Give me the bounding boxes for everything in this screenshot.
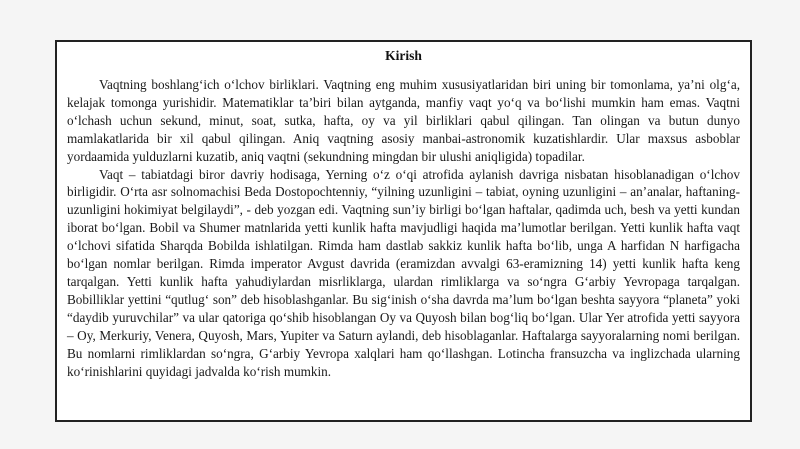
- document-frame: [55, 40, 752, 422]
- document-title: Kirish: [385, 48, 422, 63]
- paragraph-2: Vaqt – tabiatdagi biror davriy hodisaga, Yerning o‘z o‘qi atrofida aylanish davriga nisbatan hisoblanadigan o‘lchov birligidir. O‘rta asr solnomachisi Beda Dostopochtenniy, “yilning uzunligini – tabiat, oyning uzunligini – an’analar, haftaning-uzunligini hokimiyat belgilaydi”, - deb yozgan edi. Vaqtning sun’iy birligi bo‘lgan haftalar, qadimda uch, besh va yetti kundan iborat bo‘lgan. Bobil va Shumer matnlarida yetti kunlik hafta mavjudligi haqida ma’lumotlar berilgan. Yetti kunlik hafta vaqt o‘lchovi sifatida Sharqda Bobilda ishlatilgan. Rimda ham dastlab sakkiz kunlik hafta bo‘lib, unga A harfidan N harfigacha bo‘lgan nomlar berilgan. Rimda imperator Avgust davrida (eramizdan avvalgi 63-eramizning 14) yetti kunlik hafta keng tarqalgan. Yetti kunlik hafta yahudiylardan misrliklarga, ulardan rimliklarga va so‘ngra G‘arbiy Yevropaga tarqalgan. Bobilliklar yettini “qutlug‘ son” deb hisoblashganlar. Bu sig‘inish o‘sha davrda ma’lum bo‘lgan beshta sayyora “planeta” yoki “daydib yuruvchilar” va ular qatoriga qo‘shib hisoblangan Oy va Quyosh bilan bog‘liq bo‘lgan. Ular Yer atrofida yetti sayyora – Oy, Merkuriy, Venera, Quyosh, Mars, Yupiter va Saturn aylandi, deb hisoblaganlar. Haftalarga sayyoralarning nomi berilgan. Bu nomlarni rimliklardan so‘ngra, G‘arbiy Yevropa xalqlari ham qo‘llashgan. Lotincha fransuzcha va inglizchada ularning ko‘rinishlarini quyidagi jadvalda ko‘rish mumkin.: [67, 166, 740, 379]
- paragraph-1: Vaqtning boshlang‘ich o‘lchov birliklari. Vaqtning eng muhim xususiyatlaridan biri uning bir tomonlama, ya’ni olg‘a, kelajak tomonga yurishidir. Matematiklar ta’biri bilan aytganda, manfiy vaqt yo‘q va bo‘lishi mumkin ham emas. Vaqtni o‘lchash uchun sekund, minut, soat, sutka, hafta, oy va yil birliklari qabul qilingan. Tan olingan va butun dunyo mamlakatlarida bir xil qabul qilingan. Aniq vaqtning asosiy manbai-astronomik kuzatishlardir. Ular maxsus asboblar yordaamida yulduzlarni kuzatib, aniq vaqtni (sekundning mingdan bir ulushi aniqligida) topadilar.: [67, 77, 740, 164]
